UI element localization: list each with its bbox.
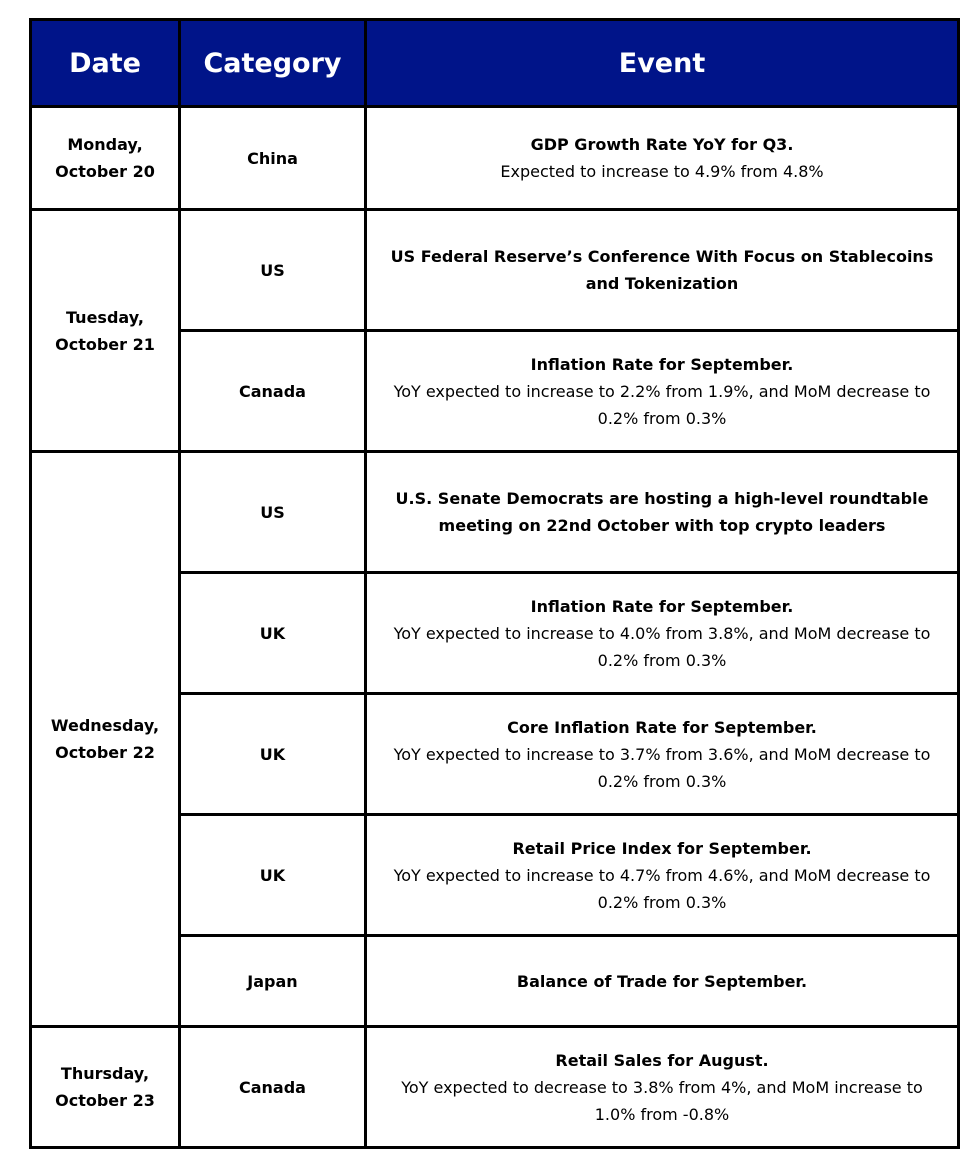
- event-detail: YoY expected to increase to 4.7% from 4.6%, and MoM decrease to 0.2% from 0.3%: [393, 865, 931, 912]
- event-cell: [366, 1027, 959, 1148]
- event-detail: YoY expected to decrease to 3.8% from 4%, and MoM increase to 1.0% from -0.8%: [401, 1077, 923, 1124]
- category-cell: US: [180, 452, 366, 573]
- table-row: [31, 1027, 959, 1148]
- category-cell: Canada: [180, 1027, 366, 1148]
- category-cell: UK: [180, 815, 366, 936]
- column-header-event: Event: [366, 20, 959, 107]
- date-cell: [31, 107, 180, 210]
- date-cell: [31, 1027, 180, 1148]
- date-day: October 23: [55, 1091, 155, 1110]
- date-cell: [31, 210, 180, 452]
- event-cell: [366, 694, 959, 815]
- date-day: October 20: [55, 162, 155, 181]
- date-weekday: Thursday,: [60, 1064, 150, 1083]
- event-cell: [366, 107, 959, 210]
- event-title: GDP Growth Rate YoY for Q3.: [530, 135, 794, 154]
- table-header-row: [31, 20, 959, 107]
- event-title: U.S. Senate Democrats are hosting a high-level roundtable meeting on 22nd October with top crypto leaders: [395, 489, 929, 535]
- category-cell: UK: [180, 694, 366, 815]
- table-row: [31, 107, 959, 210]
- event-title: Retail Sales for August.: [555, 1050, 769, 1070]
- event-cell: [366, 936, 959, 1027]
- event-detail: Expected to increase to 4.9% from 4.8%: [500, 162, 824, 181]
- table-row: [31, 210, 959, 331]
- date-weekday: Monday,: [67, 135, 143, 154]
- column-header-date: Date: [31, 20, 180, 107]
- date-weekday: Wednesday,: [50, 716, 160, 735]
- event-cell: [366, 210, 959, 331]
- event-cell: [366, 815, 959, 936]
- event-title: Balance of Trade for September.: [516, 971, 808, 991]
- table-row: [31, 452, 959, 573]
- date-weekday: Tuesday,: [66, 307, 144, 327]
- event-cell: [366, 331, 959, 452]
- category-cell: US: [180, 210, 366, 331]
- event-title: Inflation Rate for September.: [530, 596, 794, 616]
- economic-calendar-table: [29, 18, 960, 1149]
- category-cell: Canada: [180, 331, 366, 452]
- event-title: Retail Price Index for September.: [512, 838, 812, 858]
- category-cell: China: [180, 107, 366, 210]
- date-day: October 22: [55, 743, 155, 762]
- event-title: US Federal Reserve’s Conference With Focus on Stablecoins and Tokenization: [390, 247, 934, 293]
- category-cell: Japan: [180, 936, 366, 1027]
- event-title: Core Inflation Rate for September.: [507, 717, 817, 737]
- date-day: October 21: [55, 334, 155, 354]
- category-cell: UK: [180, 573, 366, 694]
- event-title: Inflation Rate for September.: [530, 354, 794, 374]
- event-detail: YoY expected to increase to 4.0% from 3.8%, and MoM decrease to 0.2% from 0.3%: [393, 623, 931, 670]
- event-cell: [366, 573, 959, 694]
- event-detail: YoY expected to increase to 3.7% from 3.6%, and MoM decrease to 0.2% from 0.3%: [393, 744, 931, 791]
- column-header-category: Category: [180, 20, 366, 107]
- event-detail: YoY expected to increase to 2.2% from 1.9%, and MoM decrease to 0.2% from 0.3%: [393, 381, 931, 428]
- date-cell: [31, 452, 180, 1027]
- event-cell: [366, 452, 959, 573]
